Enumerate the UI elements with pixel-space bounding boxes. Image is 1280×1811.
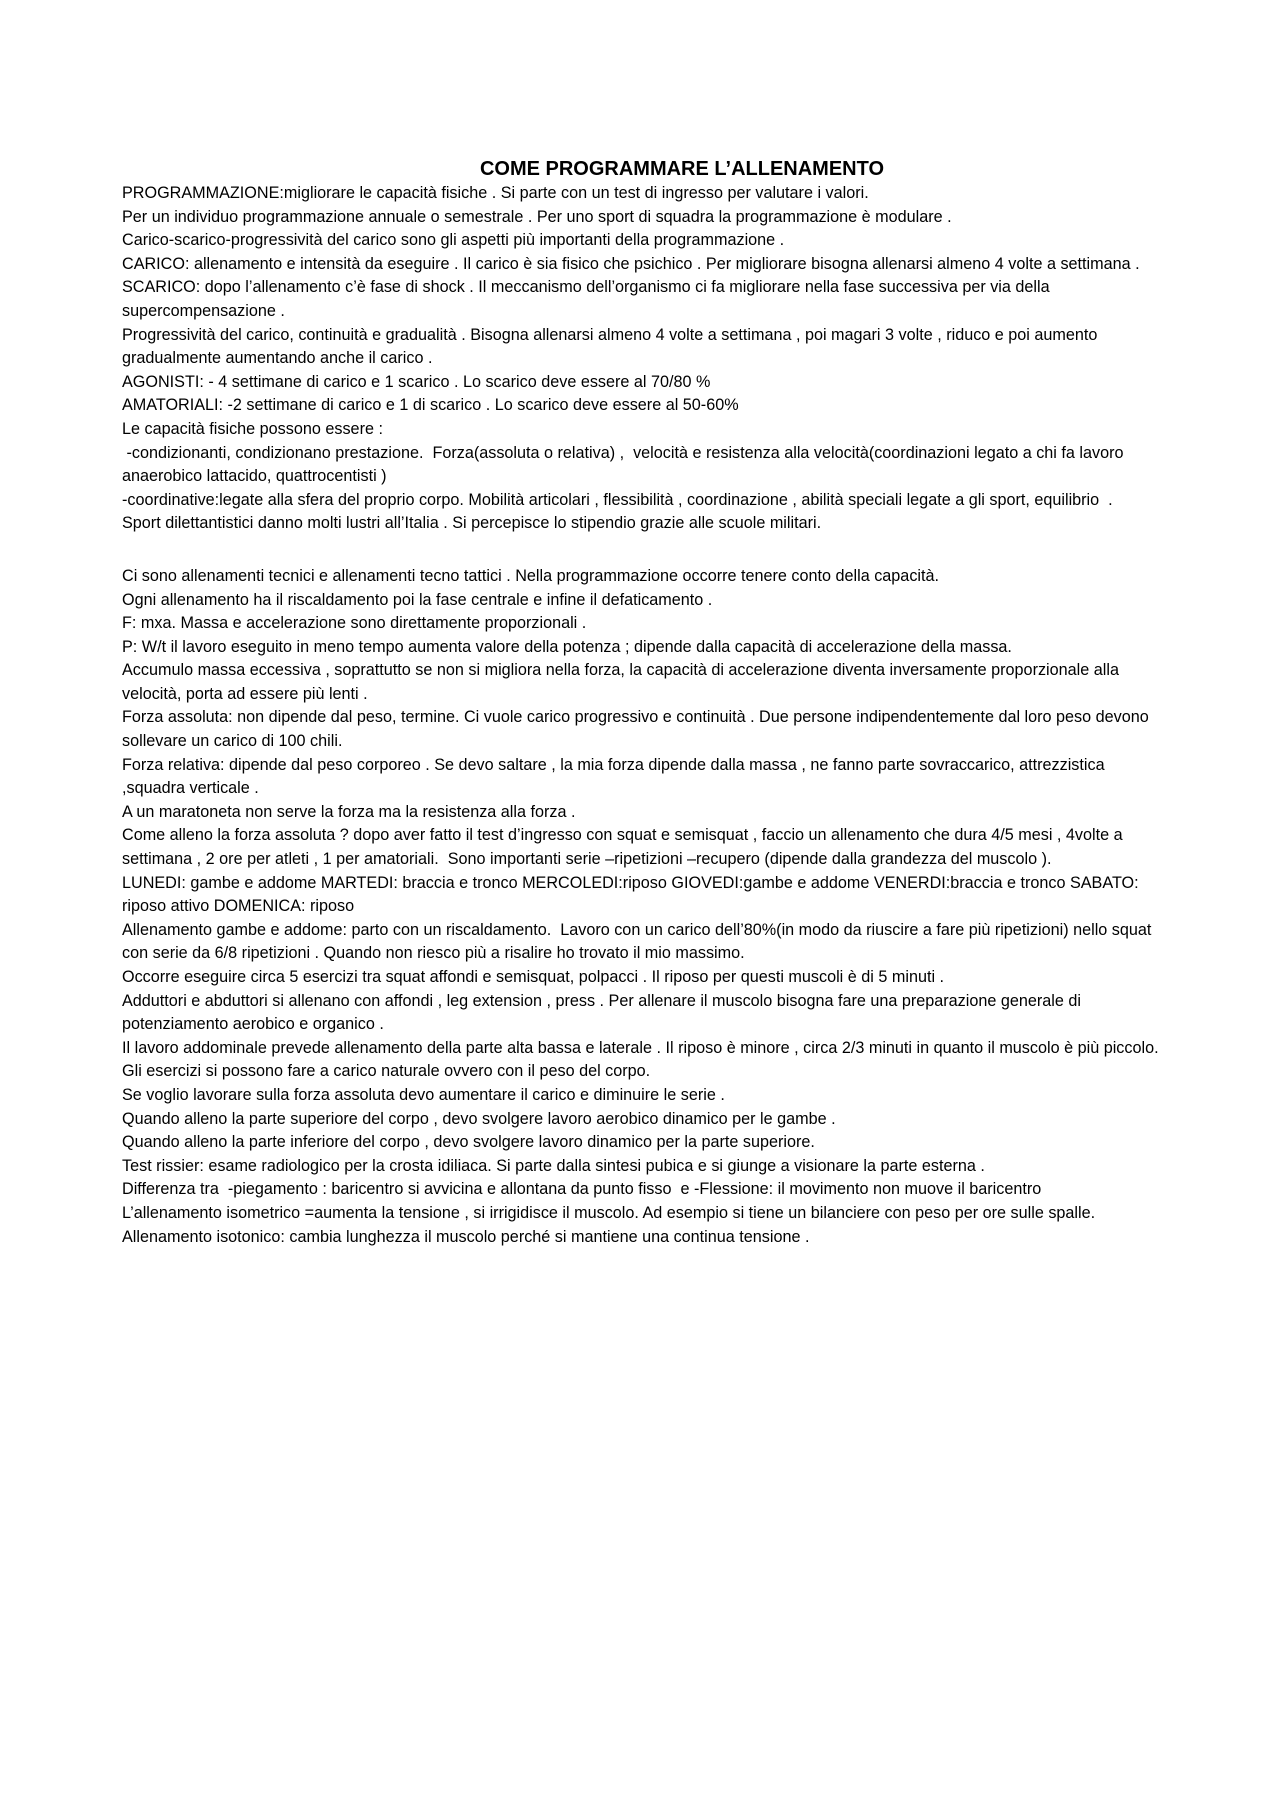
paragraph: SCARICO: dopo l’allenamento c’è fase di shock . Il meccanismo dell’organismo ci fa migliorare nella fase successiva per via della supercompensazione . <box>122 278 1055 320</box>
paragraph: AMATORIALI: -2 settimane di carico e 1 di scarico . Lo scarico deve essere al 50-60% <box>122 396 739 415</box>
paragraph: Forza assoluta: non dipende dal peso, termine. Ci vuole carico progressivo e continuità . Due persone indipendentemente dal loro peso devono sollevare un carico di 100 chili. <box>122 708 1154 751</box>
paragraph: Progressività del carico, continuità e gradualità . Bisogna allenarsi almeno 4 volte a settimana , poi magari 3 volte , riduco e poi aumento gradualmente aumentando anche il carico . <box>122 325 1102 368</box>
document-title: COME PROGRAMMARE L’ALLENAMENTO <box>479 158 885 180</box>
paragraph: Quando alleno la parte superiore del corpo , devo svolgere lavoro aerobico dinamico per le gambe . <box>122 1109 836 1128</box>
paragraph: Come alleno la forza assoluta ? dopo aver fatto il test d’ingresso con squat e semisquat , faccio un allenamento che dura 4/5 mesi , 4volte a settimana , 2 ore per atleti , 1 per amatoriali. Sono importanti serie –ripetizioni –recupero (dipende dalla grandezza del muscolo ). <box>122 826 1128 869</box>
paragraph: Ci sono allenamenti tecnici e allenamenti tecno tattici . Nella programmazione occorre tenere conto della capacità. <box>122 566 940 585</box>
paragraph-spacer <box>122 536 1172 565</box>
paragraph: Test rissier: esame radiologico per la crosta idiliaca. Si parte dalla sintesi pubica e si giunge a visionare la parte esterna . <box>122 1156 985 1175</box>
paragraph: L’allenamento isometrico =aumenta la tensione , si irrigidisce il muscolo. Ad esempio si tiene un bilanciere con peso per ore sulle spalle. <box>122 1203 1096 1222</box>
paragraph: Ogni allenamento ha il riscaldamento poi la fase centrale e infine il defaticamento . <box>122 590 713 609</box>
paragraph: PROGRAMMAZIONE:migliorare le capacità fisiche . Si parte con un test di ingresso per valutare i valori. <box>122 184 869 202</box>
document-page <box>122 156 1172 1249</box>
paragraph: CARICO: allenamento e intensità da eseguire . Il carico è sia fisico che psichico . Per migliorare bisogna allenarsi almeno 4 volte a settimana . <box>122 254 1140 273</box>
paragraph: AGONISTI: - 4 settimane di carico e 1 scarico . Lo scarico deve essere al 70/80 % <box>122 372 711 391</box>
paragraph: Le capacità fisiche possono essere : <box>122 419 383 438</box>
section-1 <box>122 182 1172 536</box>
paragraph: Carico-scarico-progressività del carico sono gli aspetti più importanti della programmazione . <box>122 231 785 250</box>
paragraph: Adduttori e abduttori si allenano con affondi , leg extension , press . Per allenare il muscolo bisogna fare una preparazione generale di potenziamento aerobico e organico . <box>122 991 1086 1034</box>
paragraph: F: mxa. Massa e accelerazione sono direttamente proporzionali . <box>122 614 587 633</box>
paragraph: Allenamento isotonico: cambia lunghezza il muscolo perché si mantiene una continua tensione . <box>122 1227 810 1246</box>
paragraph: Sport dilettantistici danno molti lustri all’Italia . Si percepisce lo stipendio grazie alle scuole militari. <box>122 514 822 533</box>
paragraph: LUNEDI: gambe e addome MARTEDI: braccia e tronco MERCOLEDI:riposo GIOVEDI:gambe e addome VENERDI:braccia e tronco SABATO: riposo attivo DOMENICA: riposo <box>122 873 1144 916</box>
paragraph: Se voglio lavorare sulla forza assoluta devo aumentare il carico e diminuire le serie . <box>122 1085 725 1104</box>
section-2 <box>122 565 1172 1249</box>
paragraph: Forza relativa: dipende dal peso corporeo . Se devo saltare , la mia forza dipende dalla massa , ne fanno parte sovraccarico, attrezzistica ,squadra verticale . <box>122 755 1110 798</box>
paragraph: -condizionanti, condizionano prestazione. Forza(assoluta o relativa) , velocità e resistenza alla velocità(coordinazioni legato a chi fa lavoro anaerobico lattacido, quattrocentisti ) <box>122 443 1128 486</box>
paragraph: Per un individuo programmazione annuale o semestrale . Per uno sport di squadra la programmazione è modulare . <box>122 207 952 226</box>
paragraph: -coordinative:legate alla sfera del proprio corpo. Mobilità articolari , flessibilità , coordinazione , abilità speciali legate a gli sport, equilibrio . <box>122 490 1113 509</box>
paragraph: Quando alleno la parte inferiore del corpo , devo svolgere lavoro dinamico per la parte superiore. <box>122 1133 815 1152</box>
paragraph: Accumulo massa eccessiva , soprattutto se non si migliora nella forza, la capacità di accelerazione diventa inversamente proporzionale alla velocità, porta ad essere più lenti . <box>122 661 1124 703</box>
paragraph: P: W/t il lavoro eseguito in meno tempo aumenta valore della potenza ; dipende dalla capacità di accelerazione della massa. <box>122 637 1012 656</box>
paragraph: A un maratoneta non serve la forza ma la resistenza alla forza . <box>122 802 576 821</box>
paragraph: Il lavoro addominale prevede allenamento della parte alta bassa e laterale . Il riposo è minore , circa 2/3 minuti in quanto il muscolo è più piccolo. Gli esercizi si possono fare a carico naturale ovvero con il peso del corpo. <box>122 1038 1164 1081</box>
paragraph: Differenza tra -piegamento : baricentro si avvicina e allontana da punto fisso e -Flessione: il movimento non muove il baricentro <box>122 1180 1042 1199</box>
paragraph: Allenamento gambe e addome: parto con un riscaldamento. Lavoro con un carico dell’80%(in modo da riuscire a fare più ripetizioni) nello squat con serie da 6/8 ripetizioni . Quando non riesco più a risalire ho trovato il mio massimo. <box>122 920 1156 963</box>
paragraph: Occorre eseguire circa 5 esercizi tra squat affondi e semisquat, polpacci . Il riposo per questi muscoli è di 5 minuti . <box>122 968 945 986</box>
